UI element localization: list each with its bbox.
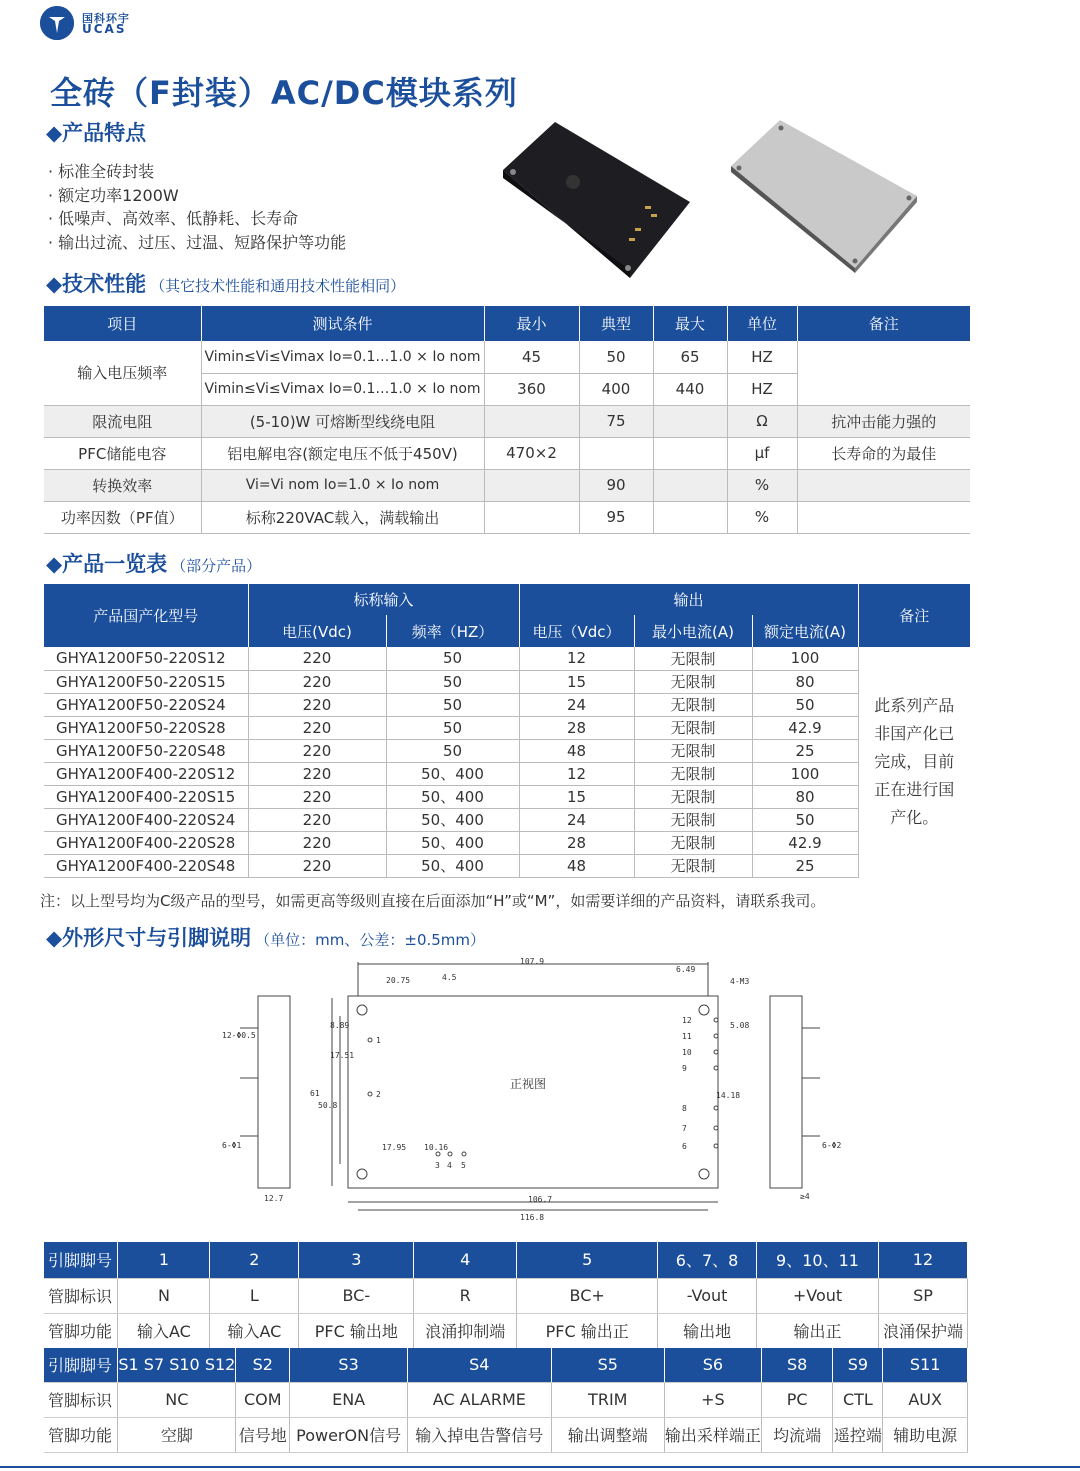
pin-cell: BC+ xyxy=(517,1278,658,1313)
table-cell: 50、400 xyxy=(386,831,519,854)
table-cell: 50 xyxy=(386,670,519,693)
pin-row-func xyxy=(44,1313,968,1348)
table-cell: 无限制 xyxy=(634,647,752,670)
table-cell: 无限制 xyxy=(634,762,752,785)
table-cell: GHYA1200F400-220S15 xyxy=(44,785,248,808)
table-cell: GHYA1200F400-220S28 xyxy=(44,831,248,854)
pin-cell: 9、10、11 xyxy=(757,1242,879,1278)
svg-text:4.5: 4.5 xyxy=(442,973,457,982)
pin-cell: N xyxy=(118,1278,210,1313)
table-header: 测试条件 xyxy=(201,306,484,341)
svg-text:1: 1 xyxy=(376,1036,381,1045)
pin-table-1 xyxy=(44,1242,968,1349)
pin-cell: S1 S7 S10 S12 xyxy=(118,1348,236,1382)
table-cell: 42.9 xyxy=(752,716,858,739)
module-photo-front xyxy=(495,120,695,280)
table-cell: 100 xyxy=(752,647,858,670)
table-cell: 220 xyxy=(248,854,386,877)
svg-text:17.95: 17.95 xyxy=(382,1143,407,1152)
table-header: 电压(Vdc) xyxy=(248,615,386,647)
svg-text:6-Φ2: 6-Φ2 xyxy=(822,1141,842,1150)
svg-text:5: 5 xyxy=(461,1161,466,1170)
table-cell: 48 xyxy=(519,739,634,762)
table-row xyxy=(44,831,970,854)
pin-cell: AC ALARME xyxy=(407,1382,551,1417)
table-cell: 48 xyxy=(519,854,634,877)
pin-cell: L xyxy=(210,1278,299,1313)
pin-row-func xyxy=(44,1417,968,1452)
table-cell: 12 xyxy=(519,762,634,785)
pin-cell: S3 xyxy=(290,1348,408,1382)
pin-cell: 遥控端 xyxy=(833,1417,883,1452)
table-header: 额定电流(A) xyxy=(752,615,858,647)
pin-row-number xyxy=(44,1348,968,1382)
table-cell: GHYA1200F50-220S48 xyxy=(44,739,248,762)
table-header: 最小电流(A) xyxy=(634,615,752,647)
table-cell: 80 xyxy=(752,785,858,808)
table-row xyxy=(44,716,970,739)
pin-cell: 均流端 xyxy=(761,1417,832,1452)
module-photo-back xyxy=(725,118,920,273)
table-cell: 无限制 xyxy=(634,739,752,762)
table-cell: 50 xyxy=(386,716,519,739)
list-item: · 输出过流、过压、过温、短路保护等功能 xyxy=(48,231,346,255)
svg-text:10: 10 xyxy=(682,1048,692,1057)
page-title: 全砖（F封装）AC/DC模块系列 xyxy=(50,74,518,112)
table-header: 产品国产化型号 xyxy=(44,584,248,647)
pin-cell: 输出正 xyxy=(757,1313,879,1348)
table-header: 电压（Vdc） xyxy=(519,615,634,647)
pin-cell: 输出调整端 xyxy=(551,1417,664,1452)
table-cell: GHYA1200F400-220S48 xyxy=(44,854,248,877)
table-cell: GHYA1200F400-220S24 xyxy=(44,808,248,831)
svg-text:≥4: ≥4 xyxy=(800,1192,810,1201)
pin-cell: +S xyxy=(664,1382,761,1417)
table-cell: 50 xyxy=(752,693,858,716)
svg-text:17.51: 17.51 xyxy=(330,1051,355,1060)
table-cell: 50 xyxy=(752,808,858,831)
svg-text:5.08: 5.08 xyxy=(730,1021,750,1030)
table-header: 项目 xyxy=(44,306,201,341)
table-cell: 15 xyxy=(519,785,634,808)
pin-cell: S11 xyxy=(883,1348,968,1382)
svg-text:107.9: 107.9 xyxy=(520,958,545,966)
feature-list xyxy=(48,160,346,254)
pin-cell: 空脚 xyxy=(118,1417,236,1452)
pin-cell: S9 xyxy=(833,1348,883,1382)
table-cell: 28 xyxy=(519,716,634,739)
table-cell: 220 xyxy=(248,831,386,854)
table-cell: 42.9 xyxy=(752,831,858,854)
pin-cell: SP xyxy=(878,1278,967,1313)
pin-cell: +Vout xyxy=(757,1278,879,1313)
table-cell: 220 xyxy=(248,762,386,785)
svg-text:50.8: 50.8 xyxy=(318,1101,338,1110)
table-cell: 220 xyxy=(248,739,386,762)
table-cell: 220 xyxy=(248,693,386,716)
pin-row-label: 管脚标识 xyxy=(44,1278,118,1313)
table-cell: GHYA1200F50-220S28 xyxy=(44,716,248,739)
footnote: 注：以上型号均为C级产品的型号，如需更高等级则直接在后面添加“H”或“M”，如需要详细的产品资料，请联系我司。 xyxy=(40,892,826,910)
pin-cell: 输出采样端正 xyxy=(664,1417,761,1452)
svg-text:14.18: 14.18 xyxy=(716,1091,741,1100)
pin-row-number xyxy=(44,1242,968,1278)
table-cell: 无限制 xyxy=(634,670,752,693)
table-cell: 220 xyxy=(248,808,386,831)
table-cell: 50、400 xyxy=(386,785,519,808)
pin-row-label: 管脚功能 xyxy=(44,1313,118,1348)
table-header: 备注 xyxy=(797,306,970,341)
features-heading: ◆产品特点 xyxy=(46,121,147,145)
table-cell: 25 xyxy=(752,739,858,762)
table-cell: 50 xyxy=(386,693,519,716)
svg-text:8.89: 8.89 xyxy=(330,1021,350,1030)
table-header: 典型 xyxy=(579,306,653,341)
table-cell: 220 xyxy=(248,785,386,808)
table-row: PFC储能电容 铝电解电容(额定电压不低于450V) 470×2 μf 长寿命的为最佳 xyxy=(44,437,970,469)
table-cell: 50、400 xyxy=(386,808,519,831)
pin-cell: CTL xyxy=(833,1382,883,1417)
pin-cell: 浪涌保护端 xyxy=(878,1313,967,1348)
svg-text:3: 3 xyxy=(435,1161,440,1170)
tech-heading: ◆技术性能 （其它技术性能和通用技术性能相同） xyxy=(46,272,406,296)
svg-text:10.16: 10.16 xyxy=(424,1143,449,1152)
pin-cell: 5 xyxy=(517,1242,658,1278)
table-cell: 100 xyxy=(752,762,858,785)
svg-text:61: 61 xyxy=(310,1089,320,1098)
svg-text:116.8: 116.8 xyxy=(520,1213,545,1222)
logo-cn: 国科环宇 xyxy=(82,12,130,25)
pin-cell: 1 xyxy=(118,1242,210,1278)
pin-cell: S2 xyxy=(236,1348,290,1382)
table-cell: 无限制 xyxy=(634,854,752,877)
pin-cell: PFC 输出地 xyxy=(299,1313,414,1348)
table-row: 限流电阻 (5-10)W 可熔断型线绕电阻 75 Ω 抗冲击能力强的 xyxy=(44,405,970,437)
pin-cell: BC- xyxy=(299,1278,414,1313)
table-cell: 无限制 xyxy=(634,716,752,739)
pin-cell: S6 xyxy=(664,1348,761,1382)
products-heading: ◆产品一览表 （部分产品） xyxy=(46,552,262,576)
table-cell: 50 xyxy=(386,739,519,762)
pin-cell: 12 xyxy=(878,1242,967,1278)
pin-cell: 输出地 xyxy=(658,1313,757,1348)
pin-cell: NC xyxy=(118,1382,236,1417)
table-cell: 50、400 xyxy=(386,762,519,785)
svg-text:6-Φ1: 6-Φ1 xyxy=(222,1141,242,1150)
pin-cell: PC xyxy=(761,1382,832,1417)
pin-cell: 浪涌抑制端 xyxy=(414,1313,517,1348)
pin-row-mark xyxy=(44,1278,968,1313)
svg-text:106.7: 106.7 xyxy=(528,1195,553,1204)
pin-row-label: 引脚脚号 xyxy=(44,1348,118,1382)
svg-text:8: 8 xyxy=(682,1104,687,1113)
pin-cell: ENA xyxy=(290,1382,408,1417)
svg-text:7: 7 xyxy=(682,1124,687,1133)
pin-cell: 3 xyxy=(299,1242,414,1278)
pin-cell: 输入掉电告警信号 xyxy=(407,1417,551,1452)
table-cell: 24 xyxy=(519,808,634,831)
table-cell: 无限制 xyxy=(634,831,752,854)
pin-cell: PFC 输出正 xyxy=(517,1313,658,1348)
table-cell: GHYA1200F50-220S24 xyxy=(44,693,248,716)
pin-cell: PowerON信号 xyxy=(290,1417,408,1452)
table-row: 转换效率 Vi=Vi nom Io=1.0 × Io nom 90 % xyxy=(44,469,970,501)
pin-table-2 xyxy=(44,1348,968,1453)
table-cell: 50 xyxy=(386,647,519,670)
table-row: 输入电压频率 Vimin≤Vi≤Vimax Io=0.1…1.0 × Io nom 45 50 65 HZ xyxy=(44,341,970,373)
svg-text:6: 6 xyxy=(682,1142,687,1151)
svg-text:11: 11 xyxy=(682,1032,692,1041)
table-header: 输出 xyxy=(519,584,858,615)
table-row xyxy=(44,854,970,877)
table-cell: 25 xyxy=(752,854,858,877)
table-cell: 220 xyxy=(248,647,386,670)
svg-text:12.7: 12.7 xyxy=(264,1194,284,1203)
table-header: 单位 xyxy=(727,306,797,341)
table-row xyxy=(44,670,970,693)
svg-text:9: 9 xyxy=(682,1064,687,1073)
svg-text:6.49: 6.49 xyxy=(676,965,696,974)
pin-row-label: 管脚标识 xyxy=(44,1382,118,1417)
svg-text:2: 2 xyxy=(376,1090,381,1099)
pin-row-label: 引脚脚号 xyxy=(44,1242,118,1278)
logo-icon xyxy=(40,6,74,40)
table-row xyxy=(44,647,970,670)
list-item: · 低噪声、高效率、低静耗、长寿命 xyxy=(48,207,346,231)
svg-text:20.75: 20.75 xyxy=(386,976,411,985)
product-table xyxy=(44,584,970,878)
table-cell: 24 xyxy=(519,693,634,716)
dims-heading: ◆外形尺寸与引脚说明 （单位：mm、公差：±0.5mm） xyxy=(46,926,486,950)
svg-text:4-M3: 4-M3 xyxy=(730,977,750,986)
pin-cell: 4 xyxy=(414,1242,517,1278)
table-cell: 无限制 xyxy=(634,693,752,716)
pin-cell: S4 xyxy=(407,1348,551,1382)
table-row: 功率因数（PF值） 标称220VAC载入，满载输出 95 % xyxy=(44,501,970,533)
table-cell: GHYA1200F50-220S12 xyxy=(44,647,248,670)
remark-cell: 此系列产品非国产化已完成，目前正在进行国产化。 xyxy=(874,696,955,827)
bottom-divider xyxy=(0,1466,1080,1468)
table-cell: 80 xyxy=(752,670,858,693)
table-row xyxy=(44,762,970,785)
pin-cell: 辅助电源 xyxy=(883,1417,968,1452)
pin-cell: 信号地 xyxy=(236,1417,290,1452)
table-header: 最小 xyxy=(484,306,579,341)
table-header: 备注 xyxy=(858,584,970,647)
table-row xyxy=(44,693,970,716)
svg-text:12: 12 xyxy=(682,1016,692,1025)
pin-cell: TRIM xyxy=(551,1382,664,1417)
table-row: Vimin≤Vi≤Vimax Io=0.1…1.0 × Io nom 360 400 440 HZ xyxy=(44,373,970,405)
pin-cell: AUX xyxy=(883,1382,968,1417)
table-cell: 无限制 xyxy=(634,808,752,831)
pin-cell: 2 xyxy=(210,1242,299,1278)
table-cell: 28 xyxy=(519,831,634,854)
table-cell: 无限制 xyxy=(634,785,752,808)
list-item: · 额定功率1200W xyxy=(48,184,346,208)
front-view-label: 正视图 xyxy=(510,1077,547,1091)
svg-text:12-Φ0.5: 12-Φ0.5 xyxy=(222,1031,256,1040)
tech-table xyxy=(44,306,970,534)
pin-cell: 6、7、8 xyxy=(658,1242,757,1278)
pin-cell: R xyxy=(414,1278,517,1313)
pin-cell: 输入AC xyxy=(210,1313,299,1348)
table-header: 标称输入 xyxy=(248,584,519,615)
table-row xyxy=(44,739,970,762)
pin-cell: COM xyxy=(236,1382,290,1417)
table-header: 频率（HZ） xyxy=(386,615,519,647)
table-cell: 220 xyxy=(248,670,386,693)
outline-drawing xyxy=(210,958,850,1226)
pin-cell: -Vout xyxy=(658,1278,757,1313)
table-cell: GHYA1200F50-220S15 xyxy=(44,670,248,693)
logo-en: UCAS xyxy=(82,22,127,36)
svg-text:4: 4 xyxy=(447,1161,452,1170)
list-item: · 标准全砖封装 xyxy=(48,160,346,184)
pin-row-mark xyxy=(44,1382,968,1417)
table-row xyxy=(44,808,970,831)
pin-cell: S8 xyxy=(761,1348,832,1382)
table-cell: GHYA1200F400-220S12 xyxy=(44,762,248,785)
pin-cell: S5 xyxy=(551,1348,664,1382)
pin-cell: 输入AC xyxy=(118,1313,210,1348)
table-row xyxy=(44,785,970,808)
table-cell: 15 xyxy=(519,670,634,693)
table-cell: 12 xyxy=(519,647,634,670)
table-header: 最大 xyxy=(653,306,727,341)
table-cell: 50、400 xyxy=(386,854,519,877)
pin-row-label: 管脚功能 xyxy=(44,1417,118,1452)
table-cell: 220 xyxy=(248,716,386,739)
